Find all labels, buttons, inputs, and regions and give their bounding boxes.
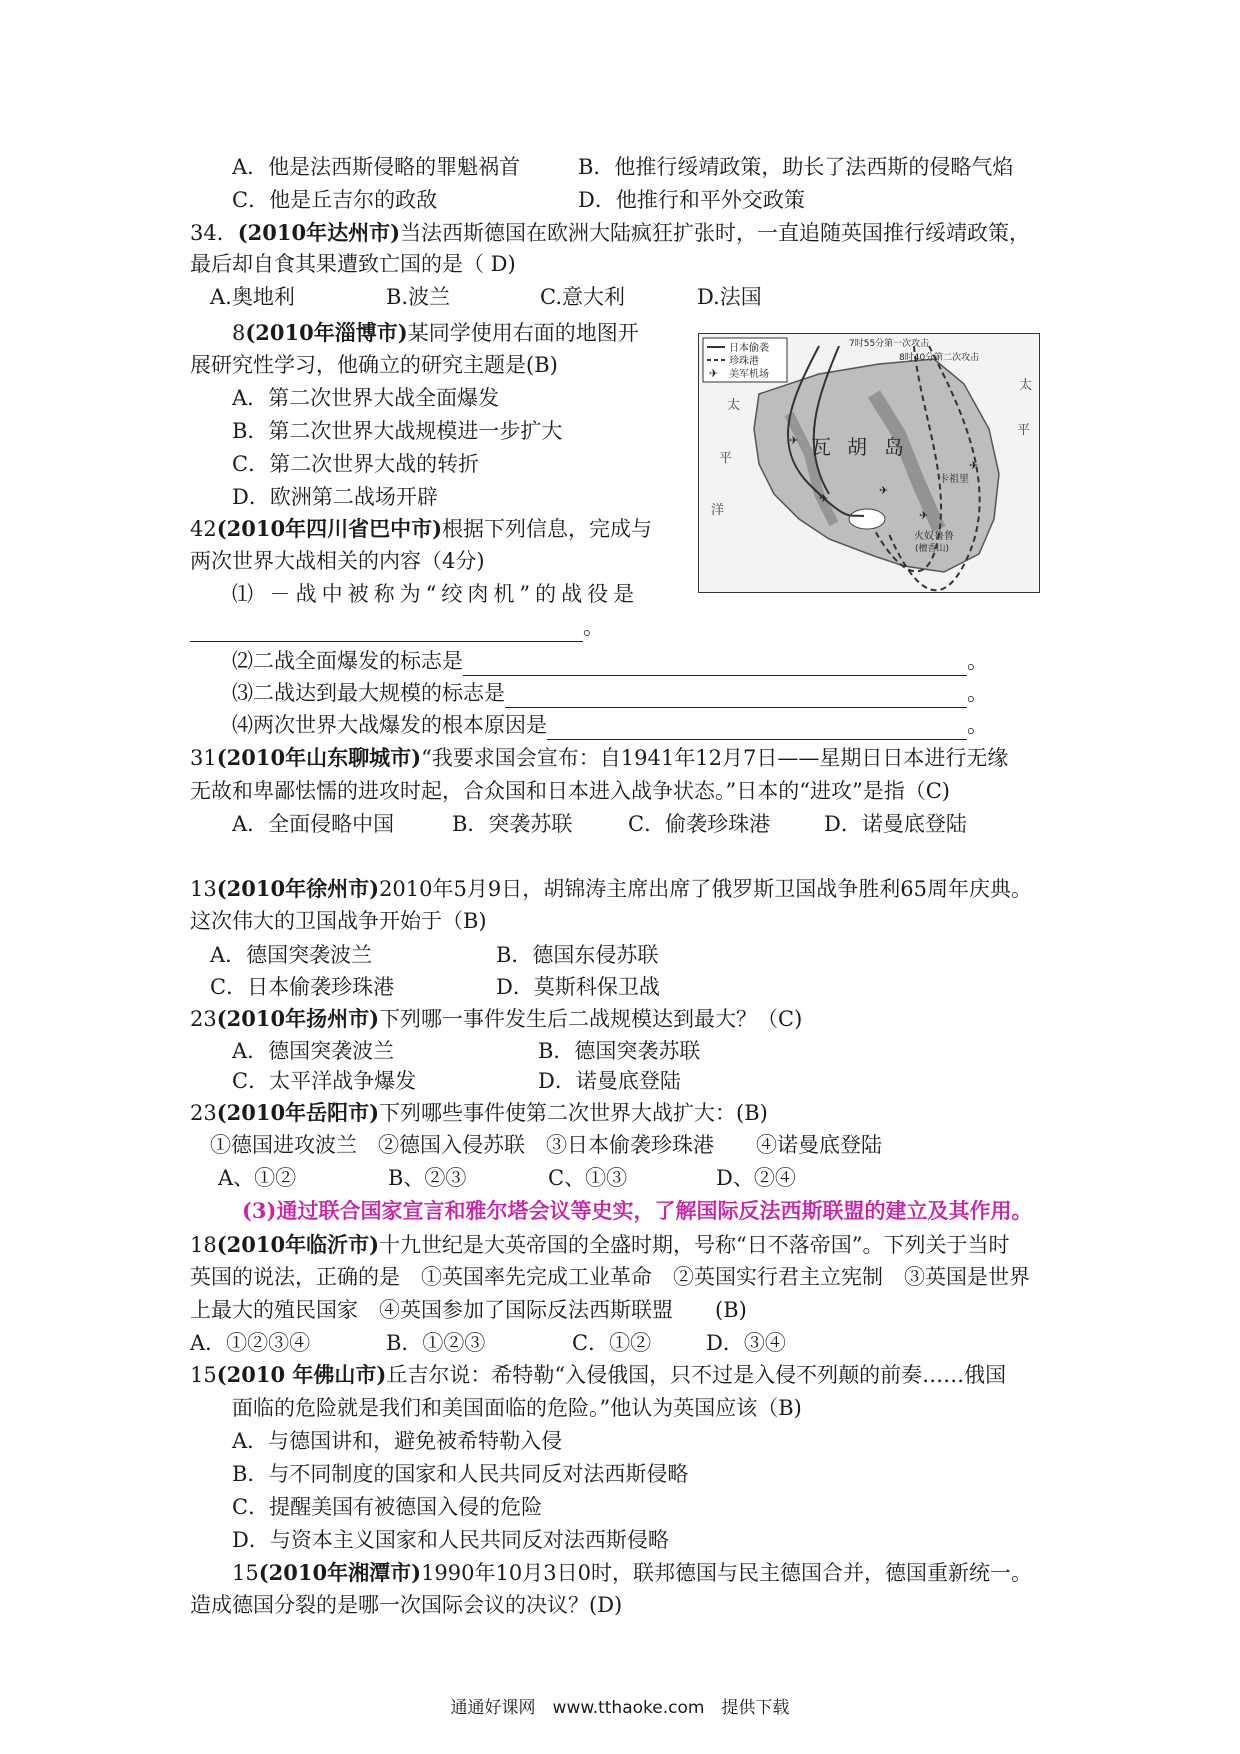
- question-13: [190, 874, 1032, 904]
- event-list: ①德国进攻波兰 ②德国入侵苏联 ③日本偷袭珍珠港 ④诺曼底登陆: [210, 1133, 882, 1157]
- option-a: A．①②③④: [190, 1331, 311, 1355]
- option-d: D．诺曼底登陆: [538, 1069, 681, 1093]
- option-a: A．与德国讲和，避免被希特勒入侵: [232, 1429, 563, 1453]
- question-text: 1990年10月3日0时，联邦德国与民主德国合并，德国重新统一。: [421, 1561, 1032, 1585]
- svg-text:✈: ✈: [709, 367, 719, 380]
- option-c: C、①③: [548, 1166, 628, 1190]
- question-text-line: 上最大的殖民国家 ④英国参加了国际反法西斯联盟 (B): [190, 1298, 747, 1322]
- option-b: B．突袭苏联: [452, 812, 573, 836]
- sub-question-text: ⑵二战全面爆发的标志是: [232, 649, 463, 673]
- sub-question-2: [232, 646, 988, 676]
- option-d: D．诺曼底登陆: [824, 812, 967, 836]
- option-d: D．他推行和平外交政策: [578, 188, 805, 212]
- question-text: 2010年5月9日，胡锦涛主席出席了俄罗斯卫国战争胜利65周年庆典。: [379, 877, 1032, 901]
- question-text-line: 造成德国分裂的是哪一次国际会议的决议？(D): [190, 1593, 623, 1617]
- question-source: (2010年徐州市): [216, 876, 380, 901]
- period: 。: [967, 649, 988, 673]
- question-text-line: 两次世界大战相关的内容（4分): [190, 549, 485, 573]
- question-number: 34．: [190, 221, 238, 245]
- pearl-harbor: [849, 509, 885, 529]
- sea-label-1: 太: [727, 398, 741, 413]
- second-wave-label: 8时40分第二次攻击: [899, 353, 980, 363]
- question-23-yueyang: [190, 1098, 768, 1128]
- place-label: 卡祖里: [939, 474, 969, 485]
- question-number: 31: [190, 746, 217, 770]
- option-d: D．欧洲第二战场开辟: [232, 485, 438, 509]
- volcano-label-2: (檀香山): [915, 544, 950, 554]
- question-text: 当法西斯德国在欧洲大陆疯狂扩张时，一直追随英国推行绥靖政策，: [400, 221, 1031, 245]
- question-23-yangzhou: [190, 1004, 802, 1034]
- island-label-1: 瓦: [811, 435, 831, 459]
- option-a: A、①②: [218, 1166, 297, 1190]
- legend-us-airfield: 美军机场: [729, 369, 769, 380]
- volcano-label: 火奴鲁鲁: [914, 531, 954, 542]
- option-b: B、②③: [388, 1166, 467, 1190]
- option-b: B．①②③: [386, 1331, 486, 1355]
- question-text-line: 最后却自食其果遭致亡国的是（ D): [190, 252, 516, 276]
- question-text: 下列哪些事件使第二次世界大战扩大：(B): [379, 1101, 768, 1125]
- question-source: (2010 年佛山市): [216, 1362, 387, 1387]
- option-b: B．德国突袭苏联: [538, 1039, 701, 1063]
- island-label-3: 岛: [884, 435, 904, 459]
- period: 。: [967, 713, 988, 737]
- blank-line: [505, 687, 967, 708]
- question-8: [232, 318, 639, 348]
- period: 。: [583, 615, 604, 639]
- option-c: C．太平洋战争爆发: [232, 1069, 417, 1093]
- question-source: (2010年扬州市): [216, 1006, 380, 1031]
- option-c: C．提醒美国有被德国入侵的危险: [232, 1495, 543, 1519]
- sea-label-3: 洋: [711, 503, 725, 518]
- sub-question-1: ⑴ －战中被称为“绞肉机”的战役是: [232, 582, 640, 606]
- question-31: [190, 743, 1008, 773]
- airfield-icon: ✈: [879, 484, 889, 497]
- option-c: C．第二次世界大战的转折: [232, 452, 480, 476]
- period: 。: [967, 681, 988, 705]
- question-text-line: 无故和卑鄙怯懦的进攻时起，合众国和日本进入战争状态。”日本的“进攻”是指（C): [190, 779, 950, 803]
- question-number: 42: [190, 517, 217, 541]
- option-b: B．德国东侵苏联: [496, 943, 659, 967]
- question-source: (2010年四川省巴中市): [216, 516, 443, 541]
- option-a: A．第二次世界大战全面爆发: [232, 386, 500, 410]
- option-a: A.奥地利: [210, 285, 295, 309]
- question-source: (2010年湘潭市): [258, 1560, 422, 1585]
- option-b: B.波兰: [386, 285, 451, 309]
- option-b: B．他推行绥靖政策，助长了法西斯的侵略气焰: [578, 155, 1014, 179]
- sub-question-4: [232, 710, 988, 740]
- sea-label-5: 平: [1017, 423, 1031, 438]
- airfield-icon: ✈: [969, 459, 979, 472]
- legend-japan-attack: 日本偷袭: [729, 343, 769, 354]
- question-number: 13: [190, 877, 217, 901]
- sub-question-3: [232, 678, 988, 708]
- question-number: 15: [190, 1363, 217, 1387]
- sea-label-2: 平: [719, 451, 733, 466]
- blank-line: [547, 719, 967, 740]
- airfield-icon: ✈: [919, 509, 929, 522]
- option-c: C．日本偷袭珍珠港: [210, 975, 395, 999]
- question-text: 十九世纪是大英帝国的全盛时期，号称“日不落帝国”。下列关于当时: [379, 1233, 1010, 1257]
- option-b: B．与不同制度的国家和人民共同反对法西斯侵略: [232, 1462, 689, 1486]
- question-text: 某同学使用右面的地图开: [407, 321, 639, 345]
- option-d: D．③④: [706, 1331, 786, 1355]
- page-footer: 通通好课网 www.tthaoke.com 提供下载: [450, 1698, 790, 1718]
- option-c: C．偷袭珍珠港: [628, 812, 771, 836]
- map-drawing: [699, 334, 1039, 592]
- question-34: [190, 218, 1030, 248]
- question-text-line: 面临的危险就是我们和美国面临的危险。”他认为英国应该（B): [232, 1396, 802, 1420]
- question-15-foshan: [190, 1360, 1006, 1390]
- question-number: 23: [190, 1007, 217, 1031]
- option-b: B．第二次世界大战规模进一步扩大: [232, 419, 563, 443]
- question-source: (2010年达州市): [237, 220, 401, 245]
- question-source: (2010年山东聊城市): [216, 745, 422, 770]
- legend-pearl-harbor: 珍珠港: [729, 356, 759, 367]
- question-number: 18: [190, 1233, 217, 1257]
- option-a: A．全面侵略中国: [232, 812, 395, 836]
- option-a: A．他是法西斯侵略的罪魁祸首: [232, 155, 521, 179]
- question-text-line: 这次伟大的卫国战争开始于（B): [190, 909, 487, 933]
- question-source: (2010年岳阳市): [216, 1100, 380, 1125]
- question-number: 15: [232, 1561, 259, 1585]
- question-text: 下列哪一事件发生后二战规模达到最大？（C): [379, 1007, 803, 1031]
- question-42: [190, 514, 652, 544]
- sea-label-4: 太: [1019, 378, 1033, 393]
- question-source: (2010年临沂市): [216, 1232, 380, 1257]
- option-a: A．德国突袭波兰: [232, 1039, 395, 1063]
- question-text-line: 英国的说法，正确的是 ①英国率先完成工业革命 ②英国实行君主立宪制 ③英国是世界: [190, 1265, 1030, 1289]
- option-a: A．德国突袭波兰: [210, 943, 373, 967]
- question-15-xiangtan: [232, 1558, 1032, 1588]
- airfield-icon: ✈: [789, 434, 799, 447]
- airfield-icon: ✈: [819, 492, 829, 505]
- question-text-line: 展研究性学习，他确立的研究主题是(B): [190, 353, 558, 377]
- sub-question-text: ⑶二战达到最大规模的标志是: [232, 681, 505, 705]
- question-number: 23: [190, 1101, 217, 1125]
- question-number: 8: [232, 321, 246, 345]
- question-text: “我要求国会宣布：自1941年12月7日——星期日日本进行无缘: [421, 746, 1009, 770]
- pearl-harbor-map: [698, 333, 1040, 593]
- question-text: 根据下列信息，完成与: [442, 517, 653, 541]
- blank-line: [190, 621, 583, 642]
- first-wave-label: 7时55分第一次攻击: [849, 339, 930, 349]
- oahu-island: [754, 359, 999, 572]
- curriculum-standard: (3)通过联合国家宣言和雅尔塔会议等史实，了解国际反法西斯联盟的建立及其作用。: [242, 1198, 1033, 1223]
- option-c: C.意大利: [540, 285, 625, 309]
- question-18: [190, 1230, 1010, 1260]
- island-label-2: 胡: [847, 435, 867, 459]
- option-c: C．①②: [572, 1331, 652, 1355]
- sub-question-text: ⑷两次世界大战爆发的根本原因是: [232, 713, 547, 737]
- option-d: D．与资本主义国家和人民共同反对法西斯侵略: [232, 1528, 669, 1552]
- option-d: D.法国: [697, 285, 762, 309]
- question-source: (2010年淄博市): [245, 320, 408, 345]
- answer-blank-1: [190, 612, 604, 642]
- question-text: 丘吉尔说：希特勒“入侵俄国，只不过是入侵不列颠的前奏……俄国: [386, 1363, 1007, 1387]
- option-d: D．莫斯科保卫战: [496, 975, 660, 999]
- option-c: C．他是丘吉尔的政敌: [232, 188, 438, 212]
- option-d: D、②④: [716, 1166, 796, 1190]
- blank-line: [463, 655, 967, 676]
